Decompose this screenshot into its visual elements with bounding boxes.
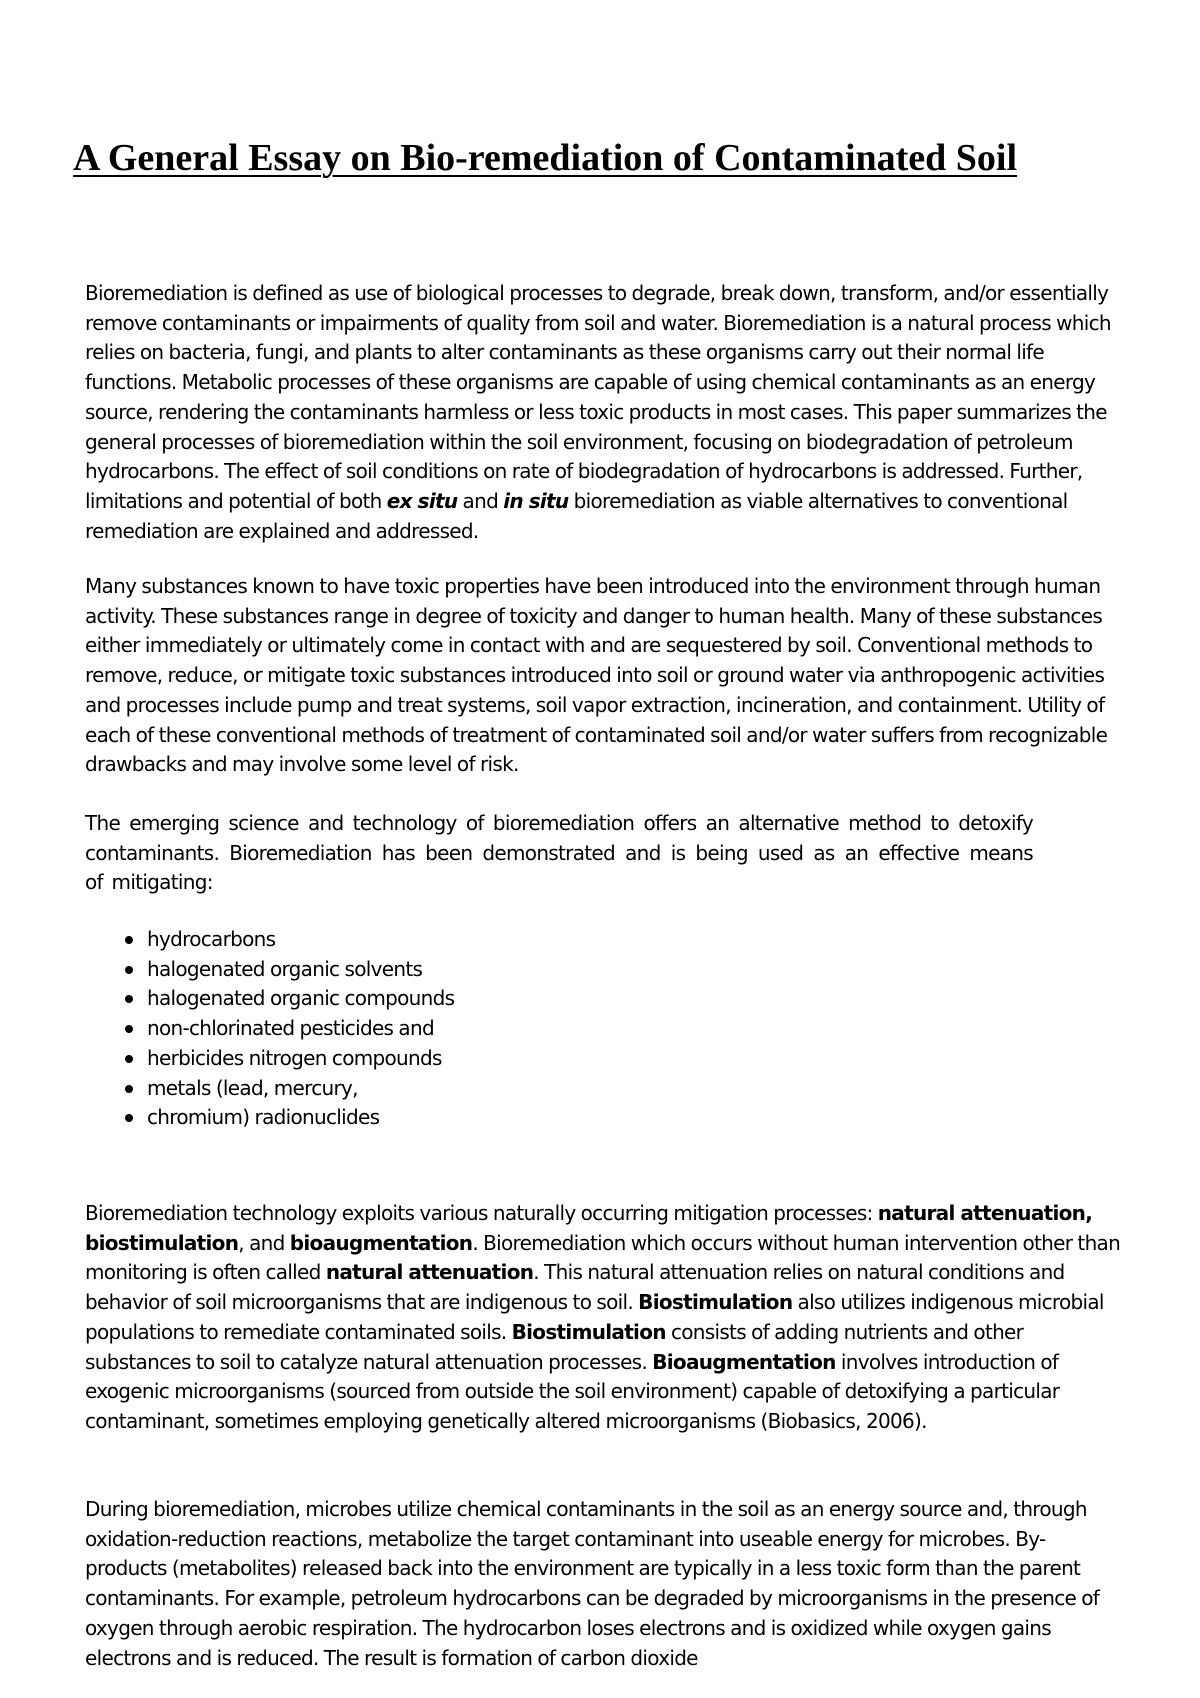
paragraph-text: Bioremediation is defined as use of biological processes to degrade, break down, transform, and/or essentially remove contaminants or impairments of quality from soil and water. Bioremediation is a natural process which relies on bacteria, fungi, and plants to alter contaminants as these organisms carry out their normal life functions. Metabolic processes of these organisms are capable of using chemical contaminants as an energy source, rendering the contaminants harmless or less toxic products in most cases. This paper summarizes the general processes of bioremediation within the soil environment, focusing on biodegradation of petroleum hydrocarbons. The effect of soil conditions on rate of biodegradation of hydrocarbons is addressed. Further, limitations and potential of both [85,281,1111,513]
paragraph-text: , and [238,1230,290,1255]
list-item: non-chlorinated pesticides and [125,1014,485,1044]
list-item: metals (lead, mercury, [125,1074,485,1104]
paragraph-microbes: During bioremediation, microbes utilize chemical contaminants in the soil as an energy source and, through oxidation-reduction reactions, metabolize the target contaminant into useable energy for microbes. By-products (metabolites) released back into the environment are typically in a less toxic form than the parent contaminants. For example, petroleum hydrocarbons can be degraded by microorganisms in the presence of oxygen through aerobic respiration. The hydrocarbon loses electrons and is oxidized while oxygen gains electrons and is reduced. The result is formation of carbon dioxide [85,1497,1100,1670]
paragraph-text: involves introduction of exogenic microorganisms (sourced from outside the soil environment) capable of detoxifying a particular contaminant, sometimes employing genetically altered microorganisms (Biobasics, 2006). [85,1349,1060,1433]
term-natural-attenuation: natural attenuation [325,1260,534,1285]
term-bioaugmentation: bioaugmentation [289,1230,473,1255]
emphasis-ex-situ: ex situ [386,488,458,513]
paragraph-emerging-science: The emerging science and technology of bioremediation offers an alternative method to detoxify contaminants. Bioremediation has been demonstrated and is being used as an effective means of mitigating: [85,811,1033,895]
term-biostimulation: Biostimulation [638,1290,793,1315]
paragraph-technology [85,1199,1125,1437]
term-bioaugmentation: Bioaugmentation [652,1349,836,1374]
paragraph-text: Bioremediation technology exploits various naturally occurring mitigation processes: [85,1201,878,1225]
list-item: hydrocarbons [125,925,485,955]
term-biostimulation: Biostimulation [511,1319,666,1344]
list-item: halogenated organic compounds [125,984,485,1014]
term-natural-attenuation-biostimulation: natural attenuation, biostimulation [85,1201,1093,1255]
paragraph-toxic-substances: Many substances known to have toxic properties have been introduced into the environment through human activity. These substances range in degree of toxicity and danger to human health. Many of these substances either immediately or ultimately come in contact with and are sequestered by soil. Conventional methods to remove, reduce, or mitigate toxic substances introduced into soil or ground water via anthropogenic activities and processes include pump and treat systems, soil vapor extraction, incineration, and containment. Utility of each of these conventional methods of treatment of contaminated soil and/or water suffers from recognizable drawbacks and may involve some level of risk. [85,574,1108,777]
paragraph-text: . This natural attenuation relies on natural conditions and behavior of soil microorganisms that are indigenous to soil. [85,1260,1065,1315]
paragraph-text: bioremediation as viable alternatives to conventional remediation are explained and addressed. [85,488,1068,543]
paragraph-text: also utilizes indigenous microbial populations to remediate contaminated soils. [85,1290,1104,1344]
paragraph-text: . Bioremediation which occurs without human intervention other than monitoring is often called [85,1230,1121,1285]
emphasis-in-situ: in situ [503,488,569,513]
contaminant-list [125,925,485,1133]
document-title: A General Essay on Bio-remediation of Contaminated Soil [73,137,1018,179]
list-item: chromium) radionuclides [125,1103,485,1133]
paragraph-definition [85,279,1125,546]
paragraph-text: and [457,488,504,513]
list-item: halogenated organic solvents [125,955,485,985]
list-item: herbicides nitrogen compounds [125,1044,485,1074]
paragraph-text: consists of adding nutrients and other substances to soil to catalyze natural attenuation processes. [85,1319,1024,1374]
